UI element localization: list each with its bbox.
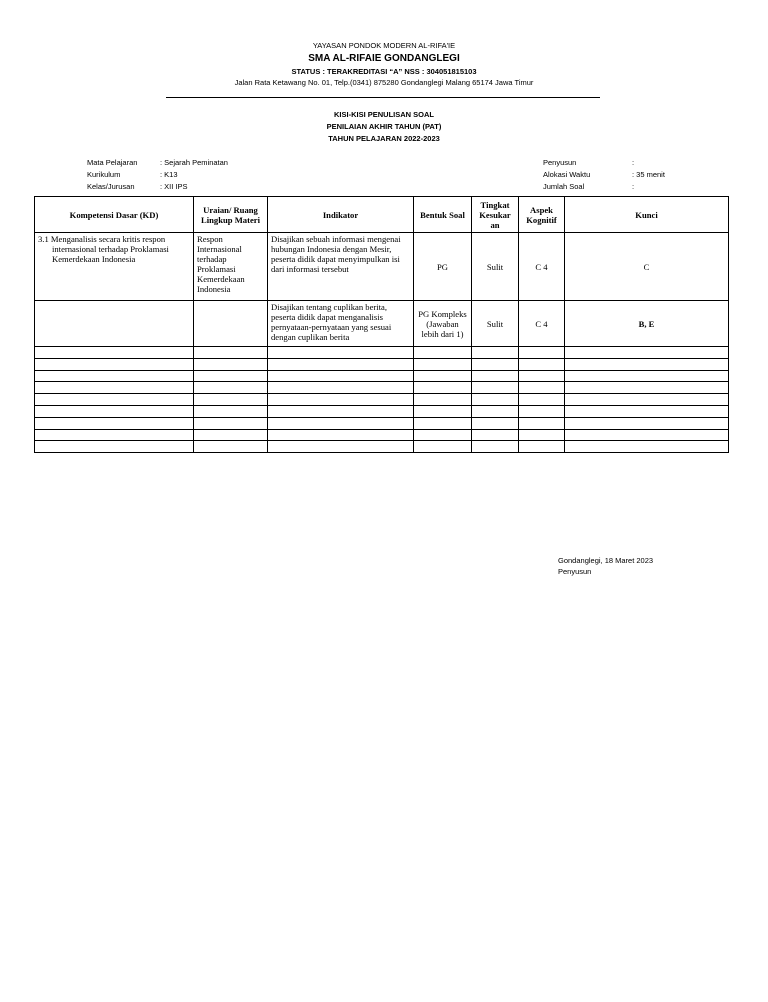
table-header-row [35, 197, 729, 233]
header-indikator: Indikator [268, 197, 414, 233]
subject-info [87, 157, 228, 193]
school-address: Jalan Rata Ketawang No. 01, Telp.(0341) 875280 Gondanglegi Malang 65174 Jawa Timur [234, 78, 534, 87]
cell-aspek-kognitif: C 4 [519, 233, 565, 301]
info-label: Kurikulum [87, 170, 121, 179]
info-label: Kelas/Jurusan [87, 182, 135, 191]
cell-kd [35, 301, 194, 347]
assessment-title: PENILAIAN AKHIR TAHUN (PAT) [326, 122, 442, 131]
letterhead [0, 40, 768, 88]
letterhead-divider [166, 97, 600, 98]
document-titles [0, 109, 768, 145]
header-bentuk-soal: Bentuk Soal [414, 197, 472, 233]
accreditation-status: STATUS : TERAKREDITASI “A” NSS : 304051815103 [291, 67, 477, 76]
academic-year: TAHUN PELAJARAN 2022-2023 [328, 134, 440, 143]
empty-table-row [35, 347, 729, 359]
document-title: KISI-KISI PENULISAN SOAL [333, 110, 434, 119]
exam-info [543, 157, 665, 193]
foundation-name: YAYASAN PONDOK MODERN AL-RIFA'IE [312, 41, 456, 50]
info-value: : [632, 158, 635, 167]
empty-table-row [35, 441, 729, 453]
empty-table-row [35, 382, 729, 394]
school-name: SMA AL-RIFAIE GONDANGLEGI [308, 53, 460, 64]
header-aspek-kognitif: Aspek Kognitif [519, 197, 565, 233]
info-value: : XII IPS [160, 182, 188, 191]
table-row [35, 233, 729, 301]
cell-aspek-kognitif: C 4 [519, 301, 565, 347]
info-value: : 35 menit [632, 170, 665, 179]
cell-kunci: B, E [565, 301, 729, 347]
info-label: Jumlah Soal [543, 182, 585, 191]
info-row-author [543, 157, 665, 169]
signature-place-date: Gondanglegi, 18 Maret 2023 [558, 556, 654, 565]
header-tingkat-kesukaran: Tingkat Kesukar an [472, 197, 519, 233]
cell-kd [35, 233, 194, 301]
info-row-question-count [543, 181, 665, 193]
cell-bentuk-soal: PG Kompleks (Jawaban lebih dari 1) [414, 301, 472, 347]
empty-table-row [35, 417, 729, 429]
header-materi: Uraian/ Ruang Lingkup Materi [194, 197, 268, 233]
info-label: Mata Pelajaran [87, 158, 138, 167]
info-row-class [87, 181, 228, 193]
cell-bentuk-soal: PG [414, 233, 472, 301]
signature-block [558, 555, 653, 577]
cell-kunci: C [565, 233, 729, 301]
cell-tingkat-kesukaran: Sulit [472, 233, 519, 301]
info-value: : Sejarah Peminatan [160, 158, 228, 167]
empty-table-row [35, 429, 729, 441]
empty-table-row [35, 394, 729, 406]
info-row-subject [87, 157, 228, 169]
empty-table-row [35, 358, 729, 370]
table-row [35, 301, 729, 347]
question-grid-table [34, 196, 729, 453]
cell-indikator: Disajikan sebuah informasi mengenai hubungan Indonesia dengan Mesir, peserta didik dapat menyimpulkan isi dari informasi tersebut [268, 233, 414, 301]
cell-materi: Respon Internasional terhadap Proklamasi Kemerdekaan Indonesia [194, 233, 268, 301]
info-label: Penyusun [543, 158, 577, 167]
info-row-time [543, 169, 665, 181]
cell-materi [194, 301, 268, 347]
info-row-curriculum [87, 169, 228, 181]
empty-table-row [35, 405, 729, 417]
info-label: Alokasi Waktu [543, 170, 591, 179]
cell-indikator: Disajikan tentang cuplikan berita, peserta didik dapat menganalisis pernyataan-pernyataan yang sesuai dengan cuplikan berita [268, 301, 414, 347]
cell-tingkat-kesukaran: Sulit [472, 301, 519, 347]
kd-text: 3.1 Menganalisis secara kritis respon internasional terhadap Proklamasi Kemerdekaan Indonesia [38, 234, 169, 264]
empty-table-row [35, 370, 729, 382]
header-kunci: Kunci [565, 197, 729, 233]
info-value: : K13 [160, 170, 178, 179]
signature-role: Penyusun [558, 567, 592, 576]
header-kd: Kompetensi Dasar (KD) [35, 197, 194, 233]
info-value: : [632, 182, 635, 191]
